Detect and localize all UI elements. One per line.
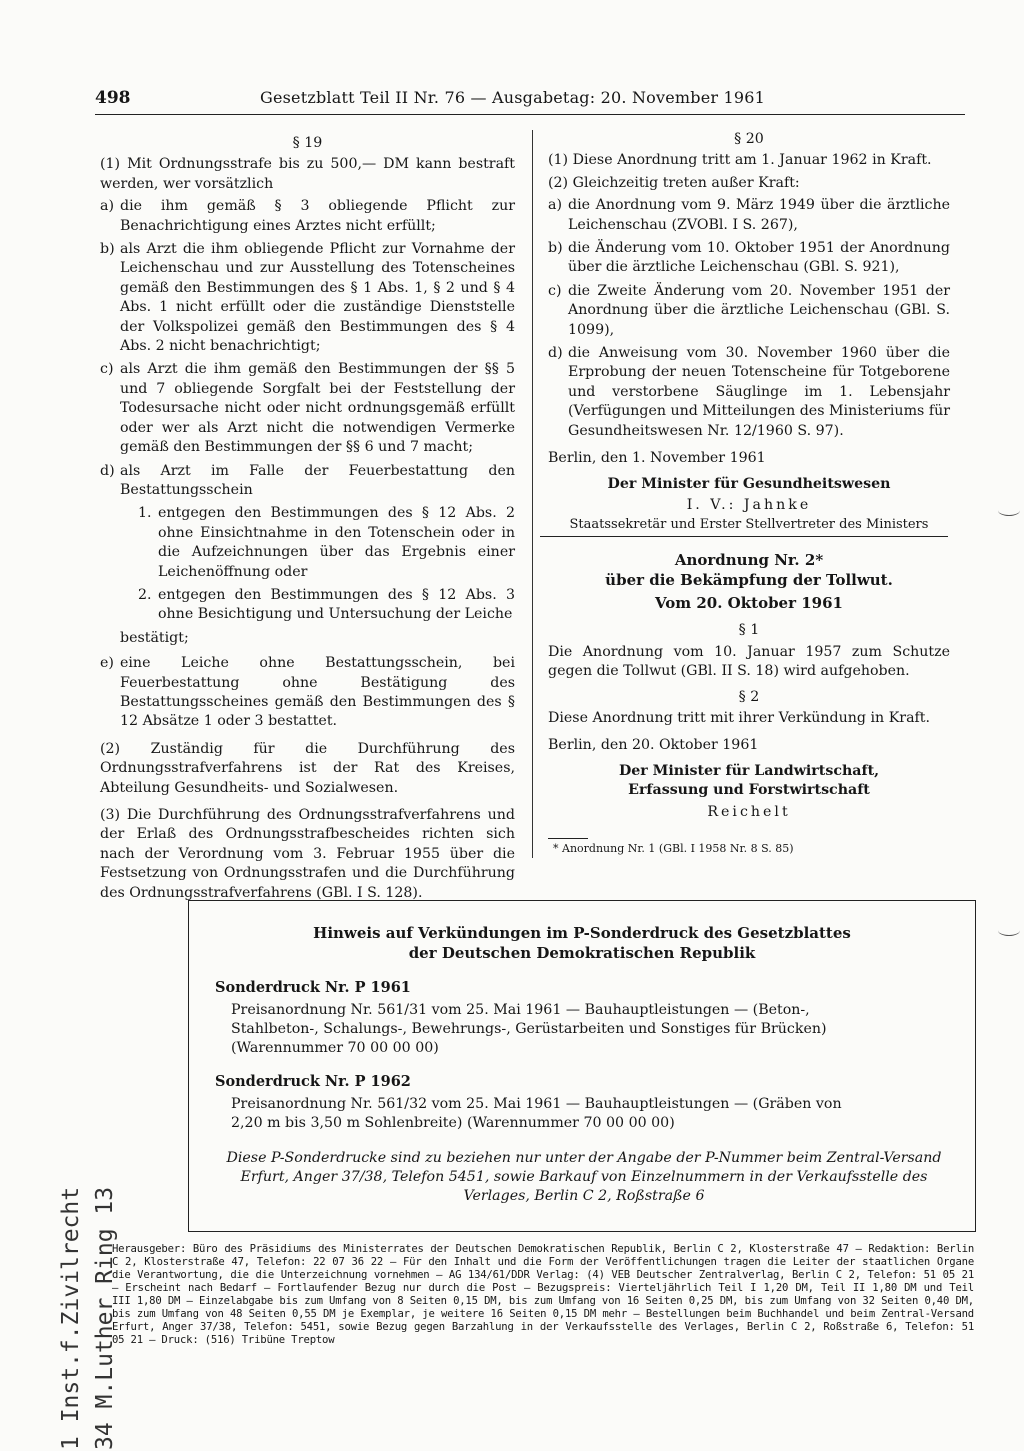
sonderdruck-2-body: Preisanordnung Nr. 561/32 vom 25. Mai 1961 — Bauhauptleistungen — (Gräben von 2,20 m bis 3,50 m Sohlenbreite) (Warennummer 70 00 00 00) — [231, 1096, 842, 1131]
item-label: b) — [548, 240, 563, 257]
minister-title: Der Minister für Gesundheitswesen — [607, 475, 891, 492]
anordnung-date: Vom 20. Oktober 1961 — [655, 594, 843, 612]
left-column — [100, 134, 515, 906]
item-label: d) — [100, 462, 115, 479]
list-item-d — [100, 462, 515, 501]
item-label: a) — [548, 197, 562, 214]
repeal-item-d — [548, 344, 950, 441]
margin-mark — [998, 505, 1020, 516]
stamp-line-1: 1 Inst.f.Zivilrecht — [58, 1186, 84, 1450]
item-text: als Arzt im Falle der Feuerbestattung den Bestattungsschein — [120, 462, 515, 498]
paragraph-20-2: (2) Gleichzeitig treten außer Kraft: — [548, 174, 800, 191]
sub-item-d2 — [100, 586, 515, 625]
item-d-continuation: bestätigt; — [120, 629, 189, 646]
page-number: 498 — [95, 88, 131, 108]
list-item-c — [100, 360, 515, 457]
item-text: die Anordnung vom 9. März 1949 über die ärztliche Leichenschau (ZVOBl. I S. 267), — [568, 197, 950, 233]
anordnung-tollwut — [548, 550, 950, 822]
anordnung-minister-1: Der Minister für Landwirtschaft, — [618, 762, 880, 779]
signer-name: I. V.: Jahnke — [686, 496, 812, 513]
section-19-heading: § 19 — [292, 135, 323, 151]
column-divider — [532, 130, 533, 858]
header-title: Gesetzblatt Teil II Nr. 76 — Ausgabetag: 20. November 1961 — [260, 88, 766, 107]
margin-mark — [998, 925, 1020, 936]
anordnung-place-date: Berlin, den 20. Oktober 1961 — [548, 737, 759, 754]
paragraph-19-3: (3) Die Durchführung des Ordnungsstrafverfahrens und der Erlaß des Ordnungsstrafbescheides richten sich nach der Verordnung vom 3. Februar 1955 über die Festsetzung von Ordnungsstrafen und die Durchführung des Ordnungsstrafverfahrens (GBl. I S. 128). — [100, 807, 515, 901]
paragraph-20-1: (1) Diese Anordnung tritt am 1. Januar 1962 in Kraft. — [548, 152, 932, 169]
item-label: c) — [100, 361, 114, 378]
anordnung-section-2: § 2 — [738, 688, 760, 705]
paragraph-19-1: (1) Mit Ordnungsstrafe bis zu 500,— DM kann bestraft werden, wer vorsätzlich — [100, 156, 515, 192]
right-column — [548, 130, 950, 535]
section-20-heading: § 20 — [734, 131, 764, 147]
publisher-imprint: Herausgeber: Büro des Präsidiums des Ministerrates der Deutschen Demokratischen Republik, Berlin C 2, Klosterstraße 47 — Redaktion: Berlin C 2, Klosterstraße 47, Telefon: 22 07 36 22 — Für den Inhalt und die Form der Veröffentlichungen tragen die Leiter der staatlichen Organe die Verantwortung, die die Unterzeichnung vornehmen — AG 134/61/DDR Verlag: (4) VEB Deutscher Zentralverlag, Berlin C 2, Telefon: 51 05 21 — Erscheint nach Bedarf — Fortlaufender Bezug nur durch die Post — Bezugspreis: Vierteljährlich Teil I 1,20 DM, Teil II 1,80 DM und Teil III 1,80 DM — Einzelabgabe bis zum Umfang von 8 Seiten 0,15 DM, bis zum Umfang von 16 Seiten 0,25 DM, bis zum Umfang von 32 Seiten 0,40 DM, bis zum Umfang von 48 Seiten 0,55 DM je Exemplar, je weitere 16 Seiten 0,15 DM mehr — Bestellungen beim Buchhandel und beim Zentral-Versand Erfurt, Anger 37/38, Telefon: 5451, sowie Bezug gegen Barzahlung in der Verkaufsstelle des Verlages, Berlin C 2, Roßstraße 6, Telefon: 51 05 21 — Druck: (516) Tribüne Treptow — [112, 1243, 974, 1346]
item-label: d) — [548, 345, 563, 362]
library-stamp — [30, 1180, 130, 1450]
item-label: b) — [100, 241, 115, 258]
anordnung-title-2: über die Bekämpfung der Tollwut. — [605, 571, 893, 589]
sub-item-d1 — [100, 504, 515, 582]
item-text: als Arzt die ihm gemäß den Bestimmungen der §§ 5 und 7 obliegende Sorgfalt bei der Feststellung der Todesursache nicht oder nicht ordnungsgemäß erfüllt oder wer als Arzt nicht die notwendigen Vermerke gemäß den Bestimmungen der §§ 6 und 7 macht; — [120, 361, 515, 456]
notice-title-line-2: der Deutschen Demokratischen Republik — [408, 944, 756, 962]
footnote: * Anordnung Nr. 1 (GBl. I 1958 Nr. 8 S. 85) — [553, 842, 794, 855]
notice-title-line-1: Hinweis auf Verkündungen im P-Sonderdruck des Gesetzblattes — [313, 924, 851, 942]
notice-title — [189, 923, 975, 963]
stamp-line-2: 34 M.Luther Ring 13 — [92, 1186, 118, 1450]
anordnung-section-1: § 1 — [738, 622, 760, 639]
paragraph-19-2: (2) Zuständig für die Durchführung des Ordnungsstrafverfahrens ist der Rat des Kreises, Abteilung Gesundheits- und Sozialwesen. — [100, 740, 515, 796]
item-text: die ihm gemäß § 3 obliegende Pflicht zur Benachrichtigung eines Arztes nicht erfüllt; — [120, 198, 515, 234]
item-label: e) — [100, 655, 114, 672]
anordnung-minister-2: Erfassung und Forstwirtschaft — [628, 782, 870, 799]
header-rule — [95, 114, 965, 115]
repeal-item-b — [548, 239, 950, 278]
sonderdruck-notice-box — [188, 900, 976, 1232]
anordnung-title-1: Anordnung Nr. 2* — [674, 551, 824, 569]
anordnung-section-1-text: Die Anordnung vom 10. Januar 1957 zum Schutze gegen die Tollwut (GBl. II S. 18) wird aufgehoben. — [548, 643, 950, 680]
signer-role: Staatssekretär und Erster Stellvertreter des Ministers — [569, 517, 929, 533]
ordering-note: Diese P-Sonderdrucke sind zu beziehen nur unter der Angabe der P-Nummer beim Zentral-Versand Erfurt, Anger 37/38, Telefon 5451, sowie Barkauf von Einzelnummern in der Verkaufsstelle des Verlages, Berlin C 2, Roßstraße 6 — [226, 1150, 942, 1204]
footnote-rule — [548, 838, 588, 839]
signature-place-date: Berlin, den 1. November 1961 — [548, 450, 766, 467]
repeal-item-c — [548, 282, 950, 340]
repeal-item-a — [548, 196, 950, 235]
list-item-a — [100, 197, 515, 236]
sub-item-text: entgegen den Bestimmungen des § 12 Abs. 2 ohne Einsichtnahme in den Totenschein oder in die Aufzeichnungen über das Ergebnis einer Leichenöffnung oder — [158, 505, 515, 580]
sonderdruck-1-heading: Sonderdruck Nr. P 1961 — [215, 979, 411, 996]
item-text: als Arzt die ihm obliegende Pflicht zur Vornahme der Leichenschau und zur Ausstellung des Totenscheines gemäß den Bestimmungen des § 1 Abs. 1, § 2 und § 4 Abs. 1 nicht erfüllt oder die zuständige Dienststelle der Volkspolizei gemäß den Bestimmungen des § 4 Abs. 2 nicht benachrichtigt; — [120, 241, 515, 355]
item-text: eine Leiche ohne Bestattungsschein, bei Feuerbestattung ohne Bestätigung des Bestattungsscheines gemäß den Bestimmungen des § 12 Absätze 1 oder 3 bestattet. — [120, 655, 515, 730]
sub-item-text: entgegen den Bestimmungen des § 12 Abs. 3 ohne Besichtigung und Untersuchung der Leiche — [158, 586, 515, 623]
sub-item-label: 1. — [138, 505, 152, 522]
anordnung-signer: Reichelt — [707, 803, 791, 820]
sub-item-label: 2. — [138, 586, 152, 603]
list-item-b — [100, 240, 515, 356]
section-separator — [540, 536, 948, 537]
list-item-e — [100, 654, 515, 732]
item-text: die Änderung vom 10. Oktober 1951 der Anordnung über die ärztliche Leichenschau (GBl. S. 921), — [568, 240, 950, 276]
sonderdruck-1-body: Preisanordnung Nr. 561/31 vom 25. Mai 1961 — Bauhauptleistungen — (Beton-, Stahlbeton-, Schalungs-, Bewehrungs-, Gerüstarbeiten und Sonstiges für Brücken) (Warennummer 70 00 00 00) — [231, 1002, 827, 1056]
item-text: die Anweisung vom 30. November 1960 über die Erprobung der neuen Totenscheine für Totgeborene und verstorbene Säuglinge im 1. Lebensjahr (Verfügungen und Mitteilungen des Ministeriums für Gesundheitswesen Nr. 12/1960 S. 97). — [568, 345, 950, 439]
item-text: die Zweite Änderung vom 20. November 1951 der Anordnung über die ärztliche Leichenschau (GBl. S. 1099), — [568, 282, 950, 338]
item-label: c) — [548, 282, 562, 299]
item-label: a) — [100, 198, 114, 215]
sonderdruck-2-heading: Sonderdruck Nr. P 1962 — [215, 1073, 411, 1090]
anordnung-section-2-text: Diese Anordnung tritt mit ihrer Verkündung in Kraft. — [548, 710, 930, 727]
page-header — [95, 88, 965, 122]
